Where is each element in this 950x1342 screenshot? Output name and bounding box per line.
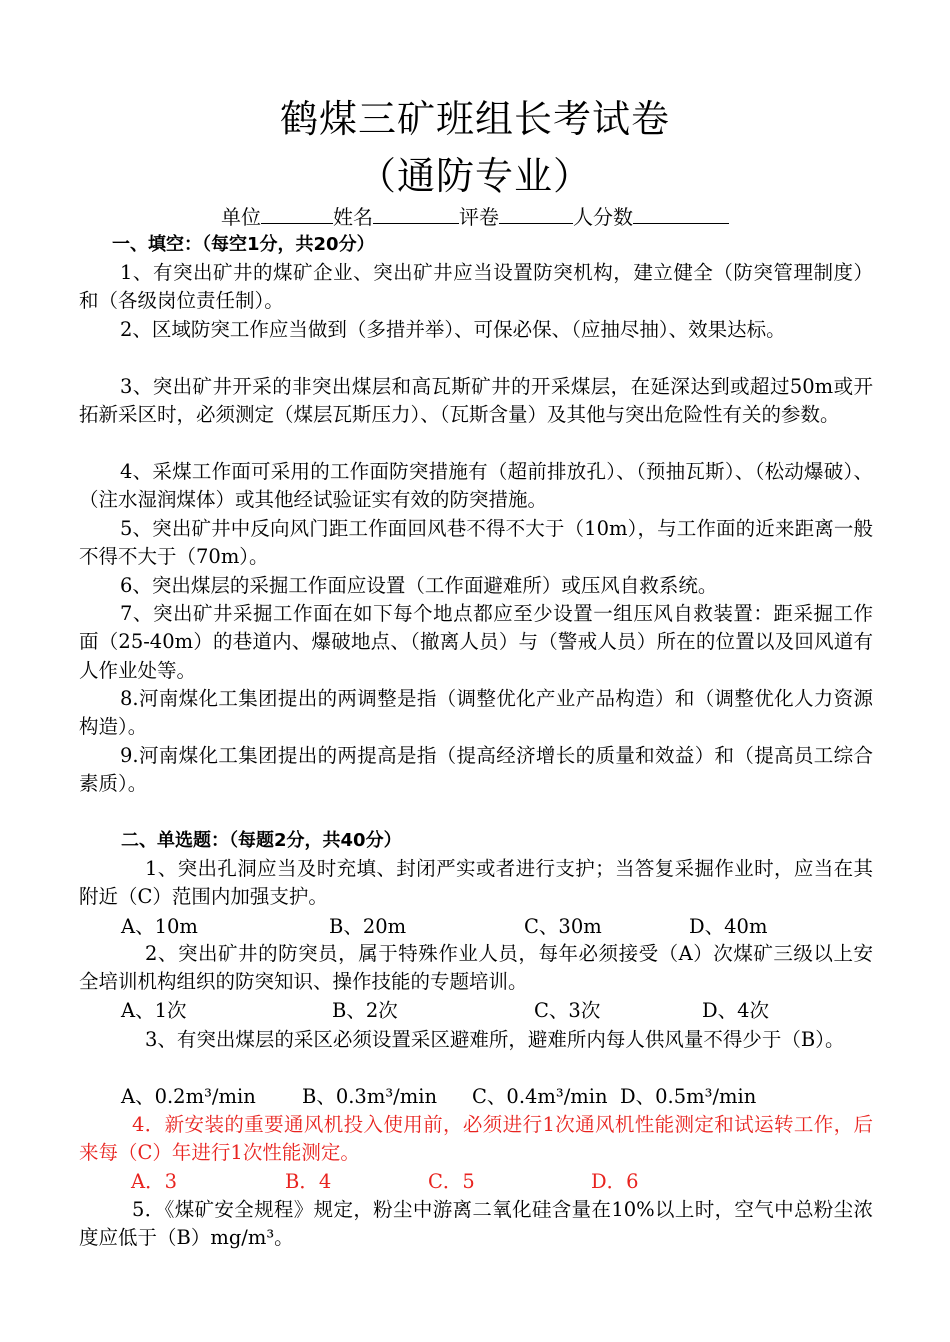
section1-heading: 一、填空：（每空1分，共20分） xyxy=(112,234,375,255)
option-b: B、20m xyxy=(329,915,407,938)
option-c: C．5 xyxy=(428,1170,475,1193)
choice-question-5: 5．《煤矿安全规程》规定，粉尘中游离二氧化硅含量在10%以上时，空气中总粉尘浓度应低于（B）mg/m³。 xyxy=(79,1198,873,1250)
exam-title: 鹤煤三矿班组长考试卷 xyxy=(279,97,670,141)
option-a: A、0.2m³/min xyxy=(121,1085,256,1108)
option-b: B．4 xyxy=(285,1170,332,1193)
section2-heading: 二、单选题：（每题2分，共40分） xyxy=(121,830,402,851)
name-blank xyxy=(373,203,459,224)
choice-question-1: 1、突出孔洞应当及时充填、封闭严实或者进行支护；当答复采掘作业时，应当在其附近（C）范围内加强支护。 xyxy=(79,857,873,909)
choice-question-4: 4．新安装的重要通风机投入使用前，必须进行1次通风机性能测定和试运转工作，后来每（C）年进行1次性能测定。 xyxy=(79,1113,873,1165)
option-a: A、10m xyxy=(121,915,198,938)
fill-item-4: 4、采煤工作面可采用的工作面防突措施有（超前排放孔）、（预抽瓦斯）、（松动爆破）、（注水湿润煤体）或其他经试验证实有效的防突措施。 xyxy=(79,460,873,512)
option-c: C、0.4m³/min xyxy=(472,1085,608,1108)
option-c: C、30m xyxy=(524,915,602,938)
option-d: D．6 xyxy=(591,1170,639,1193)
option-d: D、40m xyxy=(689,915,768,938)
exam-subtitle: （通防专业） xyxy=(357,154,592,198)
option-b: B、0.3m³/min xyxy=(302,1085,438,1108)
option-c: C、3次 xyxy=(534,999,601,1022)
unit-label: 单位 xyxy=(221,205,261,229)
fill-item-3: 3、突出矿井开采的非突出煤层和高瓦斯矿井的开采煤层，在延深达到或超过50m或开拓新采区时，必须测定（煤层瓦斯压力）、（瓦斯含量）及其他与突出危险性有关的参数。 xyxy=(79,375,873,427)
unit-blank xyxy=(261,203,333,224)
choice-options-1 xyxy=(0,913,950,941)
fill-item-6: 6、突出煤层的采掘工作面应设置（工作面避难所）或压风自救系统。 xyxy=(120,574,718,597)
option-d: D、0.5m³/min xyxy=(620,1085,757,1108)
option-a: A．3 xyxy=(131,1170,177,1193)
score-label: 人分数 xyxy=(573,205,633,229)
grader-label: 评卷 xyxy=(459,205,499,229)
option-a: A、1次 xyxy=(121,999,187,1022)
name-label: 姓名 xyxy=(333,205,373,229)
fill-item-2: 2、区域防突工作应当做到（多措并举）、可保必保、（应抽尽抽）、效果达标。 xyxy=(120,318,786,341)
option-d: D、4次 xyxy=(702,999,770,1022)
fill-item-8: 8.河南煤化工集团提出的两调整是指（调整优化产业产品构造）和（调整优化人力资源构造）。 xyxy=(79,687,873,739)
fill-item-1: 1、有突出矿井的煤矿企业、突出矿井应当设置防突机构，建立健全（防突管理制度）和（各级岗位责任制）。 xyxy=(79,261,873,313)
fill-item-9: 9.河南煤化工集团提出的两提高是指（提高经济增长的质量和效益）和（提高员工综合素质）。 xyxy=(79,744,873,796)
choice-options-4 xyxy=(0,1168,950,1196)
fill-item-7: 7、突出矿井采掘工作面在如下每个地点都应至少设置一组压风自救装置：距采掘工作面（25-40m）的巷道内、爆破地点、（撤离人员）与（警戒人员）所在的位置以及回风道有人作业处等。 xyxy=(79,602,873,682)
exam-info-line xyxy=(0,203,950,231)
choice-question-3: 3、有突出煤层的采区必须设置采区避难所，避难所内每人供风量不得少于（B）。 xyxy=(145,1028,845,1051)
choice-options-3 xyxy=(0,1083,950,1111)
option-b: B、2次 xyxy=(332,999,398,1022)
grader-blank xyxy=(499,203,573,224)
choice-options-2 xyxy=(0,997,950,1025)
score-blank xyxy=(633,203,729,224)
fill-item-5: 5、突出矿井中反向风门距工作面回风巷不得不大于（10m），与工作面的近来距离一般不得不大于（70m）。 xyxy=(79,517,873,569)
choice-question-2: 2、突出矿井的防突员，属于特殊作业人员，每年必须接受（A）次煤矿三级以上安全培训机构组织的防突知识、操作技能的专题培训。 xyxy=(79,942,873,994)
